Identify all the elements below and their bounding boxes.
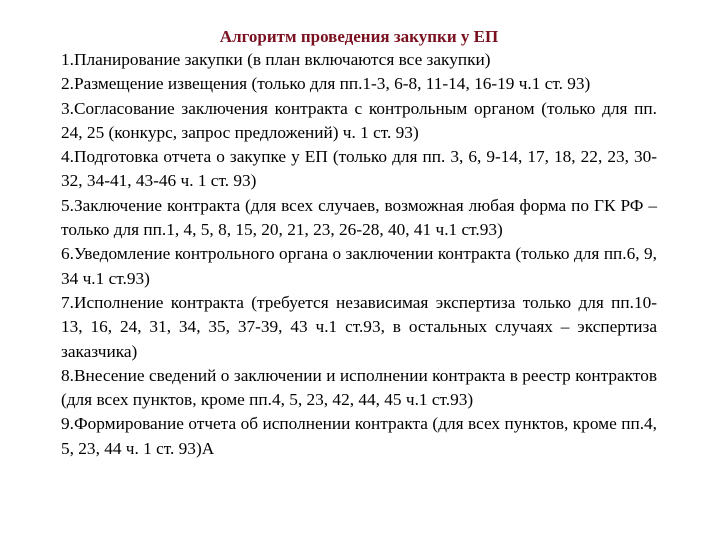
step-8: 8.Внесение сведений о заключении и исполнении контракта в реестр контрактов (для всех пунктов, кроме пп.4, 5, 23, 42, 44, 45 ч.1 ст.93)	[61, 365, 657, 410]
algorithm-steps-list	[61, 48, 657, 461]
step-2: 2.Размещение извещения (только для пп.1-3, 6-8, 11-14, 16-19 ч.1 ст. 93)	[61, 74, 591, 94]
step-3: 3.Согласование заключения контракта с контрольным органом (только для пп. 24, 25 (конкурс, запрос предложений) ч. 1 ст. 93)	[61, 98, 657, 142]
step-1: 1.Планирование закупки (в план включаются все закупки)	[61, 50, 491, 69]
step-6: 6.Уведомление контрольного органа о заключении контракта (только для пп.6, 9, 34 ч.1 ст.93)	[61, 244, 657, 288]
step-4: 4.Подготовка отчета о закупке у ЕП (только для пп. 3, 6, 9-14, 17, 18, 22, 23, 30-32, 34-41, 43-46 ч. 1 ст. 93)	[61, 147, 657, 191]
slide-title: Алгоритм проведения закупки у ЕП	[219, 27, 499, 46]
step-5: 5.Заключение контракта (для всех случаев, возможная любая форма по ГК РФ – только для пп.1, 4, 5, 8, 15, 20, 21, 23, 26-28, 40, 41 ч.1 ст.93)	[61, 195, 657, 240]
step-7: 7.Исполнение контракта (требуется независимая экспертиза только для пп.10-13, 16, 24, 31, 34, 35, 37-39, 43 ч.1 ст.93, в остальных случаях – экспертиза заказчика)	[61, 292, 657, 361]
step-9: 9.Формирование отчета об исполнении контракта (для всех пунктов, кроме пп.4, 5, 23, 44 ч. 1 ст. 93)А	[61, 414, 657, 458]
slide-content	[61, 26, 657, 461]
